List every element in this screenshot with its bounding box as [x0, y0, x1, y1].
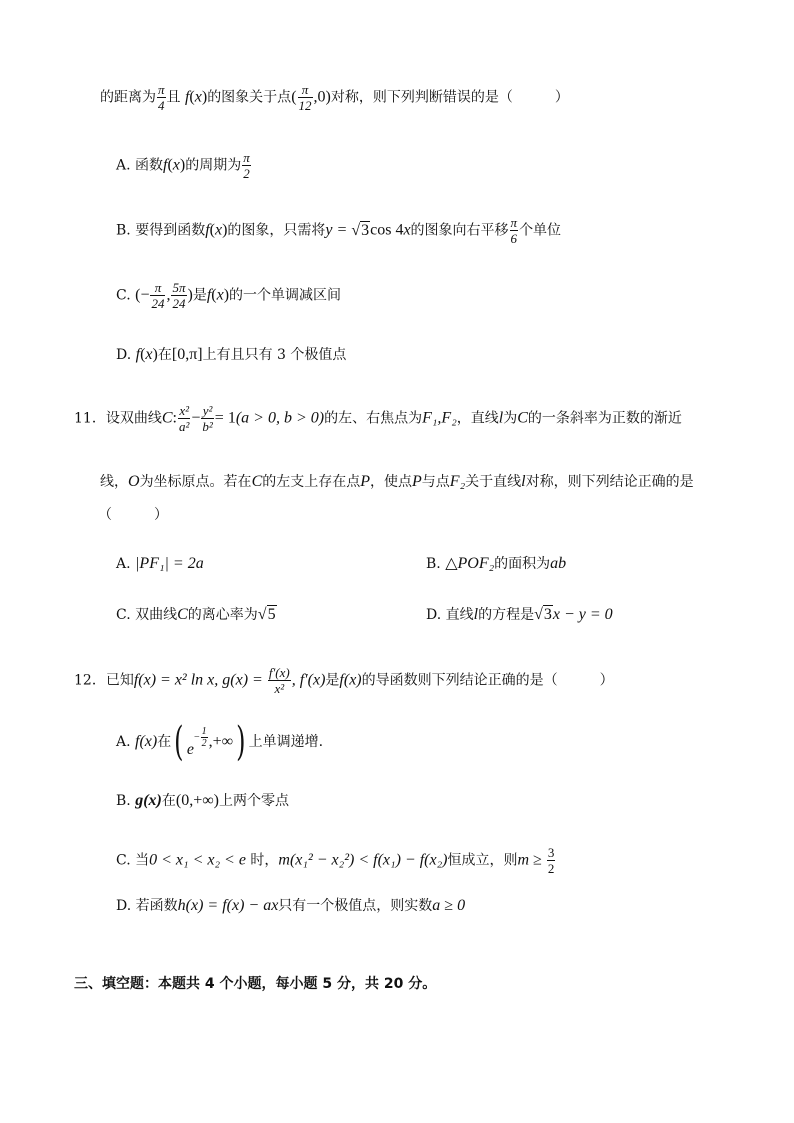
option-text: 上两个零点 [218, 793, 289, 809]
q10-stem-frac-pi-12 [298, 82, 313, 113]
cos-4: cos 4 [370, 221, 404, 239]
sqrt-3: √3 [534, 606, 552, 623]
frac-num: π [150, 280, 165, 296]
frac-num: 3 [547, 845, 555, 860]
focus-f2: F₂ [449, 473, 466, 490]
option-text: 的一个单调减区间 [229, 287, 342, 304]
big-paren-open: ( [174, 719, 184, 765]
option-text: 的离心率为 [187, 607, 258, 623]
question-number: 12． [74, 672, 106, 689]
condition: (a > 0, b > 0) [235, 409, 325, 427]
option-label: D. [116, 898, 132, 914]
option-text: 在 [157, 734, 172, 750]
option-text: 只有一个极值点，则实数 [278, 898, 433, 914]
e-base: e [186, 740, 194, 758]
option-text: 的方程是 [478, 607, 535, 623]
fx: f(x) [135, 733, 158, 750]
equals-one: = 1 [214, 409, 236, 427]
option-text: 在 [161, 793, 176, 809]
plus-infinity: ,+∞ [208, 733, 234, 750]
paren-open: (− [135, 286, 150, 304]
fx: f(x) [339, 671, 362, 689]
comma: , [166, 286, 171, 304]
option-label: B. [426, 556, 441, 572]
line-l: l [498, 409, 504, 427]
curve-c: C [177, 606, 188, 623]
q11-text: ，使点 [370, 474, 413, 490]
paren-close: ) [187, 286, 193, 304]
interval: [0,π] [171, 346, 203, 363]
frac-num: π [243, 150, 250, 165]
q11-text: 的左支上存在点 [262, 474, 361, 490]
question-number: 11． [74, 410, 106, 427]
option-label: B. [116, 793, 131, 809]
frac-num: π [158, 82, 165, 97]
q11-text: 的一条斜率为正数的渐近 [527, 410, 682, 427]
frac-den: 2 [201, 738, 207, 750]
q10-stem-text-4: 对称，则下列判断错误的是（ ） [330, 89, 569, 106]
frac-den: 2 [243, 166, 250, 181]
q12-frac-g [268, 665, 291, 696]
f-symbol: f [206, 286, 212, 304]
q11-text: 为 [503, 410, 518, 427]
frac-den: 24 [151, 296, 165, 311]
q11-option-c [116, 607, 277, 623]
condition: 0 < x₁ < x₂ < e [149, 851, 246, 869]
q11-stem-line-1 [74, 403, 682, 434]
y-equals: y = [325, 221, 352, 239]
q11-option-b [426, 556, 566, 572]
option-text: 的图象，只需将 [227, 222, 326, 239]
point-p: P [360, 473, 371, 490]
section-3-heading: 三、填空题：本题共 4 个小题，每小题 5 分，共 20 分。 [74, 976, 437, 992]
option-label: C. [116, 852, 131, 869]
curve-c: C [161, 409, 173, 427]
option-label: A. [116, 556, 131, 572]
option-text: 函数 [135, 157, 164, 174]
sqrt-3: √3 [351, 221, 370, 239]
q10-stem: 的距离为 $\frac{\pi}{4}$ 且 f(x)的图象关于点( $\frac{\pi}{12}$ ,0)对称，则下列判断错误的是（ ） [100, 82, 569, 113]
q12-option-b [116, 793, 289, 809]
a-geq-0: a ≥ 0 [432, 897, 466, 914]
q10-option-c [116, 280, 341, 311]
option-text: 直线 [445, 607, 474, 623]
q11-text: 为坐标原点。若在 [139, 474, 252, 490]
q12-option-a [116, 719, 324, 765]
f-symbol: f [184, 88, 190, 106]
option-text: 当 [135, 852, 150, 869]
option-text: 个单位 [519, 222, 562, 239]
q10-c-frac-2 [171, 280, 186, 311]
q10-stem-zero: ,0) [313, 88, 331, 106]
option-label: D. [426, 607, 442, 623]
frac-den: 6 [510, 231, 518, 246]
sqrt-radicand: 3 [361, 221, 370, 239]
gx: g(x) [135, 792, 162, 809]
option-text: 双曲线 [135, 607, 178, 623]
option-text: 的图象向右平移 [410, 222, 509, 239]
line-l: l [473, 606, 479, 623]
frac-num: x² [179, 403, 189, 418]
frac-den: a² [178, 419, 190, 434]
q10-c-fx: f(x) [206, 286, 230, 304]
line-l: l [521, 473, 526, 490]
q11-text: 关于直线 [465, 474, 522, 490]
q10-c-frac-1 [150, 280, 165, 311]
x-symbol: x [172, 156, 180, 174]
q11-stem-line-2 [100, 474, 694, 490]
f-prime: , f′(x) [291, 671, 326, 689]
big-paren-close: ) [236, 719, 246, 765]
interval: (0,+∞) [175, 792, 219, 809]
frac-den: 12 [298, 98, 312, 113]
frac-den: 4 [158, 98, 165, 113]
origin-o: O [128, 473, 140, 490]
x-symbol: x [216, 286, 224, 304]
frac-num: π [510, 215, 518, 230]
q12-text: 已知 [105, 672, 134, 689]
line-equation: x − y = 0 [552, 606, 613, 623]
sqrt-5: √5 [257, 606, 276, 623]
q11-frac-y2-b2 [201, 403, 213, 434]
q11-option-a [116, 556, 204, 572]
q11-text: 线， [100, 474, 128, 490]
option-label: A. [116, 734, 131, 750]
q10-stem-text-3: 的图象关于点 [207, 89, 292, 106]
option-text: 上有且只有 3 个极值点 [202, 347, 347, 363]
option-label: D. [116, 347, 132, 363]
x-symbol: x [194, 88, 202, 106]
q11-text: 设双曲线 [105, 410, 162, 427]
curve-c: C [517, 409, 528, 427]
q11-text: ，直线 [456, 410, 499, 427]
frac-num: 1 [201, 726, 207, 738]
q12-stem [74, 665, 614, 696]
frac-num: y² [202, 403, 213, 418]
q12-option-d [116, 898, 465, 914]
q11-text: 对称，则下列结论正确的是 [525, 474, 694, 490]
frac-num: 5π [172, 280, 186, 295]
foci: F₁,F₂ [422, 409, 457, 427]
q10-fx: f(x) [184, 88, 208, 106]
q11-option-d [426, 607, 613, 623]
answer-paren: （ ） [98, 507, 168, 523]
q11-text: 与点 [421, 474, 450, 490]
q10-a-frac [242, 150, 251, 181]
option-label: A. [116, 157, 131, 174]
option-text: 若函数 [135, 898, 178, 914]
option-label: C. [116, 607, 131, 623]
x-symbol: x [145, 346, 153, 363]
function-def: f(x) = x² ln x, g(x) = [133, 671, 267, 689]
q10-stem-frac-pi-4 [157, 82, 166, 113]
q12-option-c [116, 845, 556, 876]
neg-sign: − [193, 731, 200, 743]
q10-stem-text-2: 且 [166, 89, 181, 106]
option-text: 在 [157, 347, 172, 363]
frac-den: 2 [547, 861, 555, 876]
q10-option-a [116, 150, 252, 181]
curve-c: C [251, 473, 263, 490]
f-symbol: f [163, 156, 168, 174]
inequality: m(x₁² − x₂²) < f(x₁) − f(x₂) [278, 851, 448, 869]
f-symbol: f [205, 221, 210, 239]
option-text: 的周期为 [185, 157, 242, 174]
m-geq: m ≥ [517, 851, 546, 869]
q10-b-frac [510, 215, 519, 246]
x-symbol: x [403, 221, 411, 239]
colon: : [172, 409, 177, 427]
option-label: B. [116, 222, 131, 239]
option-text: 要得到函数 [135, 222, 206, 239]
sqrt-radicand: 5 [267, 606, 276, 623]
frac-den: x² [274, 681, 285, 696]
e-power [186, 726, 209, 758]
q11-text: 的左、右焦点为 [324, 410, 423, 427]
hx: h(x) = f(x) − ax [177, 897, 279, 914]
q12-text: 是 [325, 672, 340, 689]
option-label: C. [116, 287, 131, 304]
f-symbol: f [135, 346, 141, 363]
q12-text: 的导函数则下列结论正确的是（ ） [361, 672, 614, 689]
q10-stem-text-1: 的距离为 [100, 89, 156, 106]
option-expr: |PF₁| = 2a [135, 555, 204, 572]
option-text: 上单调递增. [248, 734, 324, 750]
option-text: 的面积为 [494, 556, 551, 572]
q12-c-frac [547, 845, 556, 876]
q10-option-d [116, 347, 346, 363]
option-text: 时， [250, 852, 279, 869]
frac-num: π [298, 82, 313, 98]
frac-den: b² [202, 419, 213, 434]
ab: ab [550, 555, 567, 572]
point-p: P [412, 473, 422, 490]
q10-option-b [116, 215, 561, 246]
exponent-frac [201, 726, 208, 749]
q10-d-fx: f(x) [135, 346, 158, 363]
minus: − [191, 409, 201, 427]
q11-answer-paren [98, 508, 168, 522]
q11-frac-x2-a2 [178, 403, 190, 434]
q10-b-fx: f(x) [205, 221, 228, 239]
option-text: 是 [192, 287, 207, 304]
x-symbol: x [214, 221, 223, 239]
q10-a-fx: f(x) [163, 156, 186, 174]
triangle-pof2: △POF₂ [445, 555, 495, 572]
frac-num: f′(x) [268, 665, 290, 680]
sqrt-radicand: 3 [543, 606, 552, 623]
option-text: 恒成立，则 [447, 852, 518, 869]
frac-den: 24 [172, 296, 186, 311]
